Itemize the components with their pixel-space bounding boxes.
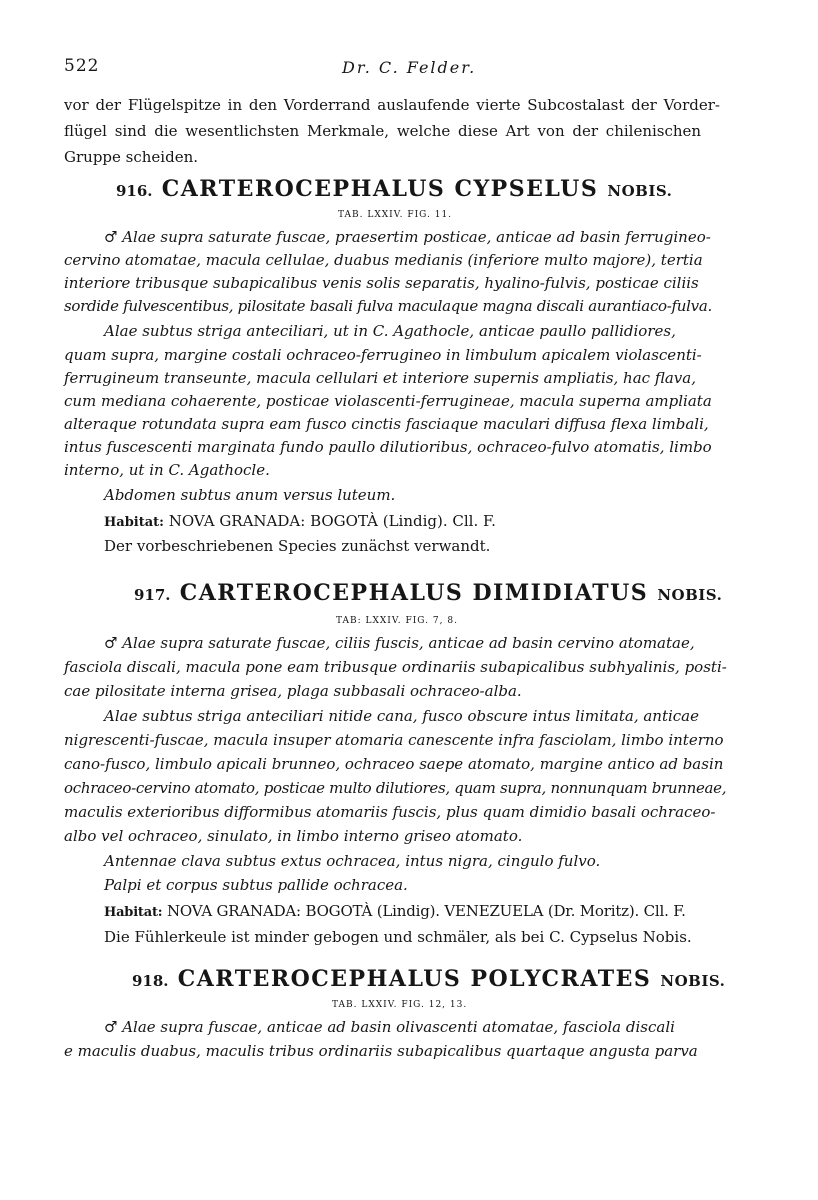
habitat-label: Habitat: bbox=[104, 515, 164, 530]
plate-reference: TAB. LXXIV. FIG. 11. bbox=[338, 210, 453, 220]
page-number: 522 bbox=[64, 56, 100, 76]
description-line: albo vel ochraceo, sinulato, in limbo interno griseo atomato. bbox=[64, 827, 523, 845]
intro-line: Gruppe scheiden. bbox=[64, 148, 199, 166]
description-line: interno, ut in C. Agathocle. bbox=[64, 461, 270, 479]
species-number: 917. bbox=[134, 586, 171, 604]
description-line: Alae subtus striga anteciliari, ut in C. Agathocle, anticae paullo pallidiores, bbox=[104, 322, 676, 340]
species-heading bbox=[134, 580, 722, 606]
description-line: nigrescenti-fuscae, macula insuper atomaria canescente infra fasciolam, limbo interno bbox=[64, 731, 724, 749]
running-head: Dr. C. Felder. bbox=[342, 58, 477, 77]
description-line: cae pilositate interna grisea, plaga subbasali ochraceo-alba. bbox=[64, 682, 522, 700]
description-line: cervino atomatae, macula cellulae, duabus medianis (inferiore multo majore), tertia bbox=[64, 251, 703, 269]
species-author: NOBIS. bbox=[660, 972, 726, 990]
intro-line: vor der Flügelspitze in den Vorderrand auslaufende vierte Subcostalast der Vorder- bbox=[64, 96, 720, 114]
description-line: maculis exterioribus difformibus atomariis fuscis, plus quam dimidio basali ochraceo- bbox=[64, 803, 716, 821]
species-author: NOBIS. bbox=[607, 182, 673, 200]
species-number: 918. bbox=[132, 972, 169, 990]
description-line: fasciola discali, macula pone eam tribusque ordinariis subapicalibus subhyalinis, posti- bbox=[64, 658, 727, 676]
species-author: NOBIS. bbox=[657, 586, 723, 604]
description-line: alteraque rotundata supra eam fusco cinctis fasciaque maculari diffusa flexa limbali, bbox=[64, 415, 709, 433]
species-note: Der vorbeschriebenen Species zunächst verwandt. bbox=[104, 537, 491, 555]
description-line: Alae subtus striga anteciliari nitide cana, fusco obscure intus limitata, anticae bbox=[104, 707, 700, 725]
description-line: ♂ Alae supra fuscae, anticae ad basin olivascenti atomatae, fasciola discali bbox=[104, 1018, 675, 1036]
description-line: intus fuscescenti marginata fundo paullo dilutioribus, ochraceo-fulvo atomatis, limbo bbox=[64, 438, 712, 456]
species-number: 916. bbox=[116, 182, 153, 200]
plate-reference: TAB: LXXIV. FIG. 7, 8. bbox=[336, 616, 458, 626]
description-line: Abdomen subtus anum versus luteum. bbox=[104, 486, 396, 504]
description-line: ferrugineum transeunte, macula cellulari et interiore supernis ampliatis, hac flava, bbox=[64, 369, 696, 387]
species-name: CARTEROCEPHALUS CYPSELUS bbox=[161, 176, 599, 202]
intro-line: flügel sind die wesentlichsten Merkmale, welche diese Art von der chilenischen bbox=[64, 122, 702, 140]
habitat-line bbox=[104, 512, 496, 530]
species-name: CARTEROCEPHALUS POLYCRATES bbox=[177, 966, 652, 992]
description-line: interiore tribusque subapicalibus venis solis separatis, hyalino-fulvis, posticae ciliis bbox=[64, 274, 699, 292]
description-line: ochraceo-cervino atomato, posticae multo dilutiores, quam supra, nonnunquam brunneae, bbox=[64, 779, 727, 797]
habitat-value: NOVA GRANADA: BOGOTÀ (Lindig). Cll. F. bbox=[168, 512, 496, 530]
description-line: ♂ Alae supra saturate fuscae, praesertim posticae, anticae ad basin ferrugineo- bbox=[104, 228, 711, 246]
description-line: ♂ Alae supra saturate fuscae, ciliis fuscis, anticae ad basin cervino atomatae, bbox=[104, 634, 695, 652]
species-name: CARTEROCEPHALUS DIMIDIATUS bbox=[179, 580, 649, 606]
description-line: cano-fusco, limbulo apicali brunneo, ochraceo saepe atomato, margine antico ad basin bbox=[64, 755, 724, 773]
description-line: Palpi et corpus subtus pallide ochracea. bbox=[104, 876, 408, 894]
description-line: e maculis duabus, maculis tribus ordinariis subapicalibus quartaque angusta parva bbox=[64, 1042, 698, 1060]
species-note: Die Fühlerkeule ist minder gebogen und schmäler, als bei C. Cypselus Nobis. bbox=[104, 928, 692, 946]
description-line: cum mediana cohaerente, posticae violascenti-ferrugineae, macula superna ampliata bbox=[64, 392, 712, 410]
species-heading bbox=[132, 966, 725, 992]
habitat-line bbox=[104, 902, 686, 920]
description-line: Antennae clava subtus extus ochracea, intus nigra, cingulo fulvo. bbox=[104, 852, 601, 870]
species-heading bbox=[116, 176, 672, 202]
plate-reference: TAB. LXXIV. FIG. 12, 13. bbox=[332, 1000, 468, 1010]
habitat-value: NOVA GRANADA: BOGOTÀ (Lindig). VENEZUELA (Dr. Moritz). Cll. F. bbox=[166, 902, 686, 920]
description-line: sordide fulvescentibus, pilositate basali fulva maculaque magna discali aurantiaco-fulva. bbox=[64, 297, 712, 315]
description-line: quam supra, margine costali ochraceo-ferrugineo in limbulum apicalem violascenti- bbox=[64, 346, 702, 364]
habitat-label: Habitat: bbox=[104, 905, 163, 920]
